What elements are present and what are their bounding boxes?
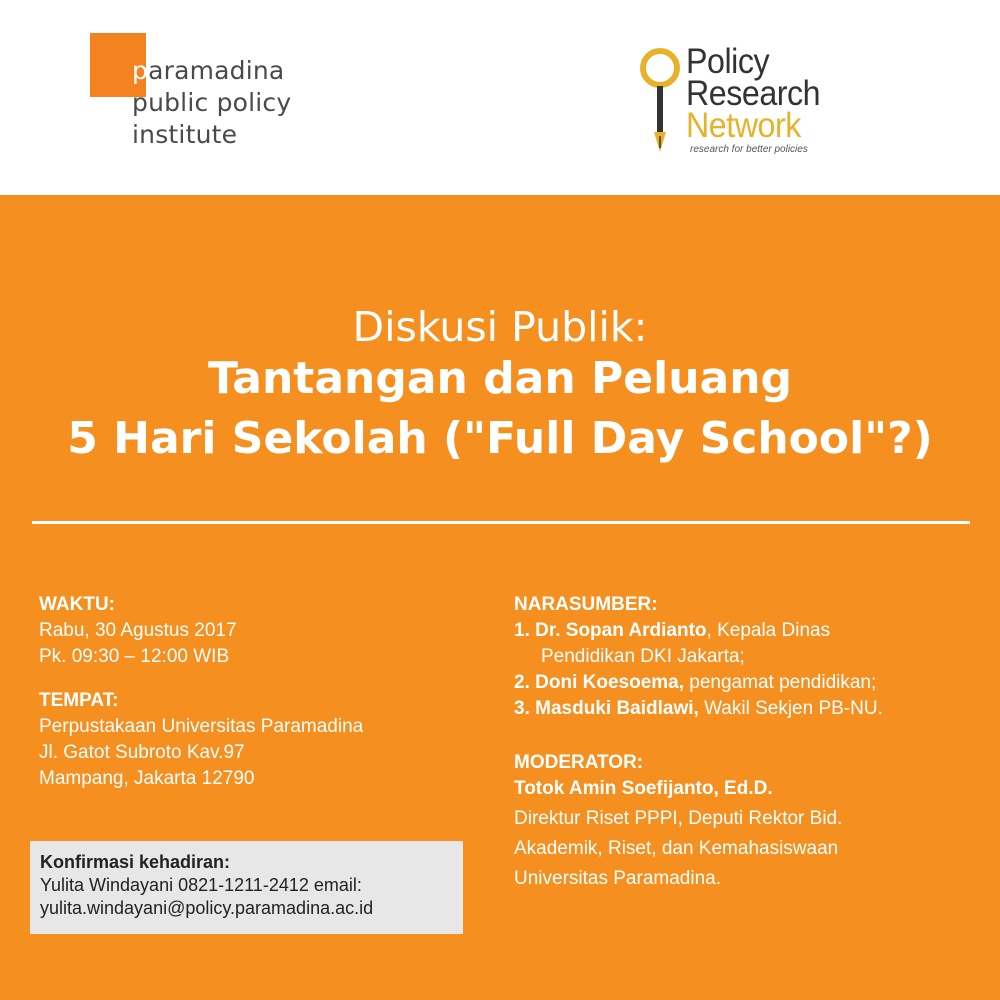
speaker-3-name: Masduki Baidlawi, xyxy=(535,698,699,719)
speaker-2-name: Doni Koesoema, xyxy=(535,672,685,693)
header xyxy=(0,0,1000,195)
speaker-1-role: , Kepala Dinas xyxy=(706,620,831,641)
title-line2: Tantangan dan Peluang xyxy=(207,353,793,404)
konfirmasi-heading: Konfirmasi kehadiran: xyxy=(40,852,231,872)
narasumber-heading: NARASUMBER: xyxy=(514,594,658,615)
title-line1: Diskusi Publik: xyxy=(352,303,648,351)
prn-tagline: research for better policies xyxy=(690,144,808,155)
speaker-2-role: pengamat pendidikan; xyxy=(684,672,877,693)
moderator-line3: Universitas Paramadina. xyxy=(514,868,721,889)
speaker-3-role: Wakil Sekjen PB-NU. xyxy=(698,698,883,719)
left-column xyxy=(39,592,479,792)
prn-wordmark xyxy=(686,42,832,155)
speaker-3-num: 3. xyxy=(514,698,530,719)
magnifying-glass-pen-icon xyxy=(636,40,690,160)
speaker-item-2 xyxy=(514,670,984,696)
tempat-line1: Perpustakaan Universitas Paramadina xyxy=(39,716,364,737)
moderator-heading: MODERATOR: xyxy=(514,752,644,773)
paramadina-logo xyxy=(132,55,291,151)
speaker-item-1 xyxy=(514,618,984,644)
prn-line2: Research xyxy=(686,74,821,113)
speaker-item-3 xyxy=(514,696,984,722)
waktu-heading: WAKTU: xyxy=(39,594,115,615)
tempat-section xyxy=(39,688,479,792)
paramadina-logo-first-letter: p xyxy=(132,56,149,85)
konfirmasi-email: yulita.windayani@policy.paramadina.ac.id xyxy=(40,898,374,918)
tempat-line3: Mampang, Jakarta 12790 xyxy=(39,768,255,789)
paramadina-logo-line1 xyxy=(132,55,291,87)
waktu-section xyxy=(39,592,479,670)
waktu-time: Pk. 09:30 – 12:00 WIB xyxy=(39,646,230,667)
narasumber-section xyxy=(514,592,984,722)
moderator-line1: Direktur Riset PPPI, Deputi Rektor Bid. xyxy=(514,808,843,829)
paramadina-logo-line3: institute xyxy=(132,120,238,149)
konfirmasi-box xyxy=(30,841,463,934)
speaker-1-role-cont: Pendidikan DKI Jakarta; xyxy=(541,646,745,667)
divider xyxy=(32,521,970,524)
right-column xyxy=(514,592,984,892)
konfirmasi-contact: Yulita Windayani 0821-1211-2412 email: xyxy=(40,875,362,895)
speaker-1-num: 1. xyxy=(514,620,530,641)
prn-line3: Network xyxy=(686,106,801,145)
tempat-line2: Jl. Gatot Subroto Kav.97 xyxy=(39,742,245,763)
tempat-heading: TEMPAT: xyxy=(39,690,119,711)
moderator-line2: Akademik, Riset, dan Kemahasiswaan xyxy=(514,838,839,859)
paramadina-logo-line2: public policy xyxy=(132,88,292,117)
policy-research-network-logo xyxy=(636,40,876,180)
paramadina-logo-rest: aramadina xyxy=(148,56,285,85)
waktu-date: Rabu, 30 Agustus 2017 xyxy=(39,620,237,641)
prn-line1: Policy xyxy=(686,42,770,81)
moderator-name: Totok Amin Soefijanto, Ed.D. xyxy=(514,778,773,799)
title-line3: 5 Hari Sekolah ("Full Day School"?) xyxy=(67,413,933,464)
speaker-2-num: 2. xyxy=(514,672,530,693)
speaker-1-name: Dr. Sopan Ardianto xyxy=(535,620,707,641)
moderator-section xyxy=(514,750,984,892)
